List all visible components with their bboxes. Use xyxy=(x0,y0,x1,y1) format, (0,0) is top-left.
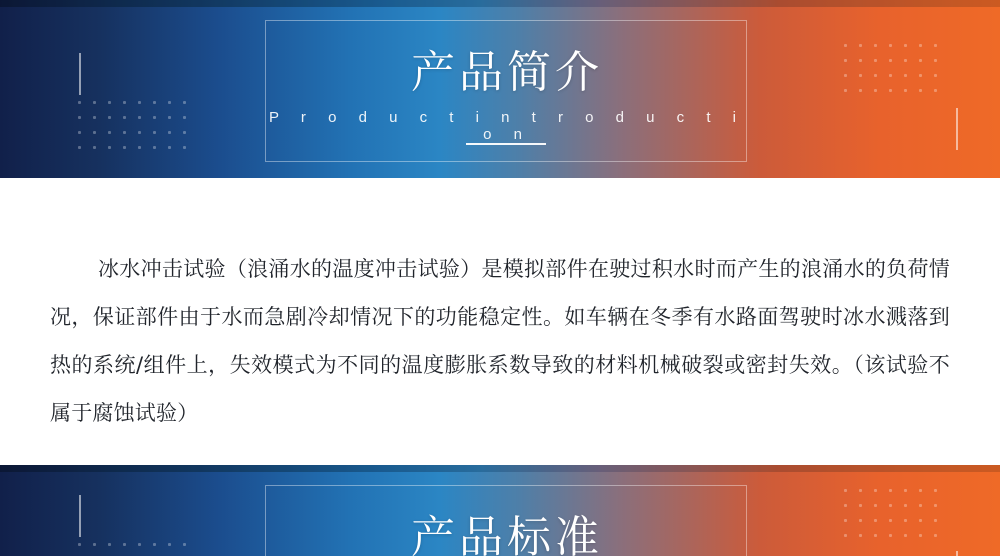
content-inner xyxy=(50,224,950,458)
vertical-bar-decoration-left xyxy=(79,53,81,95)
dot-grid-decoration-right-2 xyxy=(838,483,946,545)
vertical-bar-decoration-right-2 xyxy=(956,551,958,556)
dot-grid-decoration-left-2 xyxy=(72,537,196,556)
body-paragraph: 冰水冲击试验（浪涌水的温度冲击试验）是模拟部件在驶过积水时而产生的浪涌水的负荷情况，保证部件由于水而急剧冷却情况下的功能稳定性。如车辆在冬季有水路面驾驶时冰水溅落到热的系统/组件上，失效模式为不同的温度膨胀系数导致的材料机械破裂或密封失效。（该试验不属于腐蚀试验） xyxy=(50,257,950,425)
banner2-top-strip xyxy=(0,465,1000,472)
dot-grid-decoration-left xyxy=(72,95,196,157)
banner2-frame xyxy=(265,485,747,556)
banner2-title: 产品标准 xyxy=(411,513,603,556)
section-banner-product-standard xyxy=(0,465,1000,556)
banner-subtitle: P r o d u c t i n t r o d u c t i o n xyxy=(269,109,745,143)
content-section xyxy=(0,178,1000,465)
section-banner-product-introduction xyxy=(0,0,1000,178)
banner-title-underline xyxy=(466,143,546,145)
banner-title: 产品简介 xyxy=(411,48,603,97)
vertical-bar-decoration-left-2 xyxy=(79,495,81,537)
dot-grid-decoration-right xyxy=(838,38,946,100)
banner-top-strip xyxy=(0,0,1000,7)
vertical-bar-decoration-right xyxy=(956,108,958,150)
banner-frame xyxy=(265,20,747,162)
